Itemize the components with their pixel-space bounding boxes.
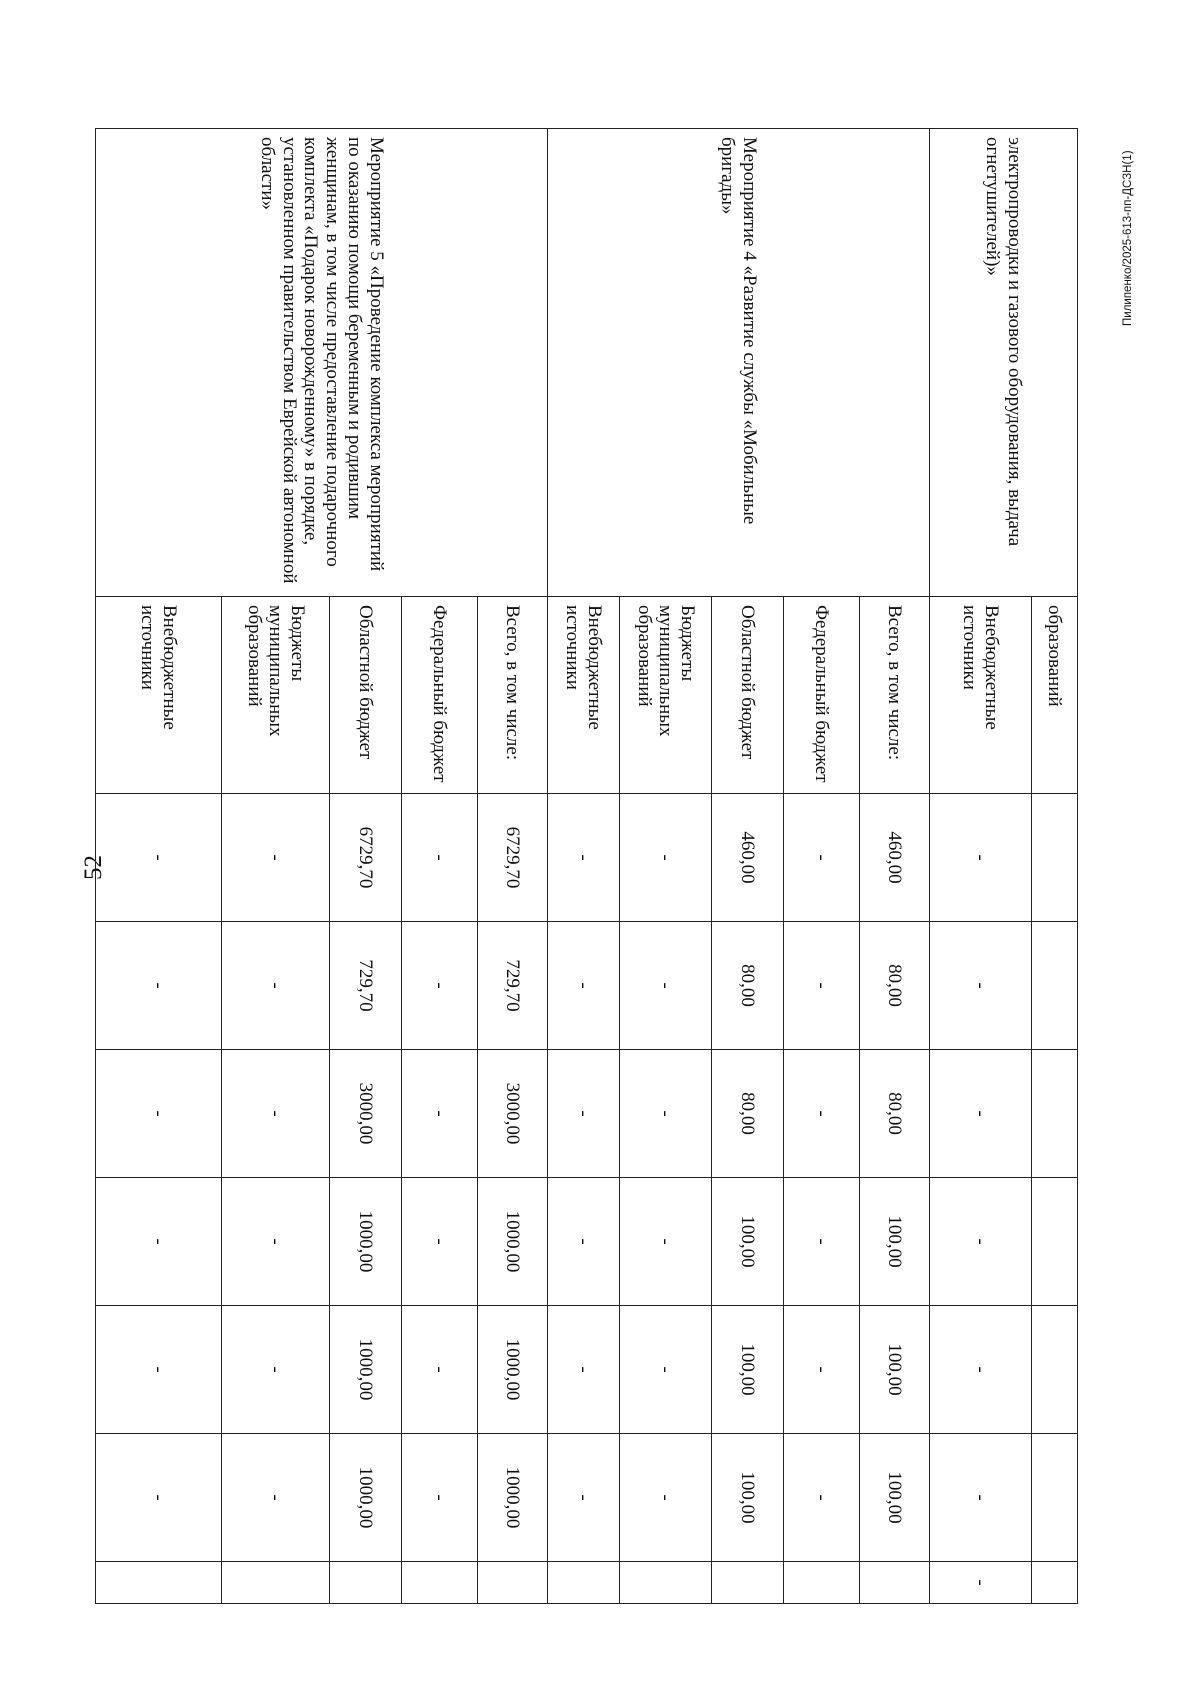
amount-cell: -	[222, 794, 330, 922]
amount-cell	[1032, 1434, 1078, 1562]
amount-cell: -	[620, 1178, 712, 1306]
amount-cell: -	[402, 1178, 478, 1306]
funding-source: Бюджеты муниципальных образований	[222, 597, 330, 794]
amount-cell: -	[548, 1178, 620, 1306]
amount-cell: -	[96, 1306, 222, 1434]
amount-cell: -	[548, 1306, 620, 1434]
amount-cell: 729,70	[478, 922, 548, 1050]
amount-cell: -	[548, 922, 620, 1050]
amount-cell: 1000,00	[478, 1306, 548, 1434]
funding-source: Областной бюджет	[712, 597, 784, 794]
amount-cell: 1000,00	[478, 1178, 548, 1306]
amount-cell: -	[784, 1178, 860, 1306]
amount-cell: -	[96, 1050, 222, 1178]
amount-cell: -	[620, 794, 712, 922]
funding-source: образований	[1032, 597, 1078, 794]
amount-cell	[96, 1562, 222, 1604]
amount-cell: -	[930, 1562, 1032, 1604]
table-row	[478, 129, 548, 1604]
table-body	[96, 129, 1078, 1604]
amount-cell: -	[930, 1434, 1032, 1562]
amount-cell: -	[96, 922, 222, 1050]
funding-source: Всего, в том числе:	[860, 597, 930, 794]
amount-cell: -	[930, 1178, 1032, 1306]
amount-cell	[712, 1562, 784, 1604]
activity-description: электропроводки и газового оборудования, выдача огнетушителей)»	[930, 129, 1078, 597]
amount-cell: -	[784, 1434, 860, 1562]
amount-cell: -	[548, 794, 620, 922]
amount-cell	[1032, 1050, 1078, 1178]
activity-description: Мероприятие 4 «Развитие службы «Мобильные бригады»	[548, 129, 930, 597]
amount-cell: -	[548, 1434, 620, 1562]
table-row	[860, 129, 930, 1604]
amount-cell: -	[96, 794, 222, 922]
amount-cell	[548, 1562, 620, 1604]
amount-cell: -	[784, 922, 860, 1050]
amount-cell: -	[402, 1434, 478, 1562]
budget-table	[95, 128, 1078, 1604]
funding-source: Федеральный бюджет	[402, 597, 478, 794]
amount-cell	[1032, 922, 1078, 1050]
amount-cell: -	[784, 1050, 860, 1178]
funding-source: Внебюджетные источники	[930, 597, 1032, 794]
amount-cell: -	[402, 794, 478, 922]
amount-cell: 3000,00	[330, 1050, 402, 1178]
funding-source: Федеральный бюджет	[784, 597, 860, 794]
amount-cell: -	[930, 794, 1032, 922]
amount-cell: 6729,70	[330, 794, 402, 922]
amount-cell	[402, 1562, 478, 1604]
amount-cell: -	[930, 1306, 1032, 1434]
amount-cell	[620, 1562, 712, 1604]
amount-cell	[784, 1562, 860, 1604]
amount-cell: -	[222, 922, 330, 1050]
funding-source: Внебюджетные источники	[96, 597, 222, 794]
funding-source: Областной бюджет	[330, 597, 402, 794]
amount-cell: 100,00	[860, 1178, 930, 1306]
amount-cell: -	[402, 1050, 478, 1178]
amount-cell: 80,00	[712, 1050, 784, 1178]
amount-cell: 100,00	[712, 1178, 784, 1306]
amount-cell	[1032, 794, 1078, 922]
amount-cell: 6729,70	[478, 794, 548, 922]
amount-cell	[860, 1562, 930, 1604]
amount-cell: -	[620, 922, 712, 1050]
page-number: 52	[80, 855, 107, 881]
amount-cell: 460,00	[860, 794, 930, 922]
amount-cell	[478, 1562, 548, 1604]
amount-cell	[1032, 1178, 1078, 1306]
amount-cell: 80,00	[860, 1050, 930, 1178]
amount-cell: 80,00	[860, 922, 930, 1050]
amount-cell: 100,00	[860, 1306, 930, 1434]
funding-source: Бюджеты муниципальных образований	[620, 597, 712, 794]
amount-cell: 460,00	[712, 794, 784, 922]
amount-cell: 100,00	[712, 1434, 784, 1562]
amount-cell	[330, 1562, 402, 1604]
amount-cell: -	[930, 1050, 1032, 1178]
amount-cell: -	[548, 1050, 620, 1178]
rotated-table-wrapper	[137, 128, 1078, 1603]
amount-cell: -	[96, 1178, 222, 1306]
amount-cell: 100,00	[712, 1306, 784, 1434]
funding-source: Всего, в том числе:	[478, 597, 548, 794]
amount-cell: -	[96, 1434, 222, 1562]
amount-cell: -	[402, 1306, 478, 1434]
amount-cell: -	[222, 1178, 330, 1306]
amount-cell: -	[930, 922, 1032, 1050]
activity-description: Мероприятие 5 «Проведение комплекса мероприятий по оказанию помощи беременным и родившим женщинам, в том числе предоставление подарочного комплекта «Подарок новорожденному» в порядке, установленном правительством Еврейской автономной области»	[96, 129, 548, 597]
table-row	[1032, 129, 1078, 1604]
amount-cell: 1000,00	[330, 1178, 402, 1306]
amount-cell: 100,00	[860, 1434, 930, 1562]
amount-cell: -	[402, 922, 478, 1050]
amount-cell: 1000,00	[330, 1434, 402, 1562]
amount-cell: -	[784, 794, 860, 922]
funding-source: Внебюджетные источники	[548, 597, 620, 794]
amount-cell: -	[620, 1306, 712, 1434]
amount-cell: 1000,00	[330, 1306, 402, 1434]
amount-cell: -	[222, 1434, 330, 1562]
amount-cell: 80,00	[712, 922, 784, 1050]
amount-cell	[222, 1562, 330, 1604]
amount-cell: 3000,00	[478, 1050, 548, 1178]
amount-cell: -	[222, 1050, 330, 1178]
amount-cell	[1032, 1306, 1078, 1434]
amount-cell: 1000,00	[478, 1434, 548, 1562]
document-stamp: Пилипенко/2025-613-пп-ДСЗН(1)	[1122, 150, 1134, 326]
amount-cell: 729,70	[330, 922, 402, 1050]
amount-cell: -	[620, 1434, 712, 1562]
amount-cell	[1032, 1562, 1078, 1604]
amount-cell: -	[222, 1306, 330, 1434]
amount-cell: -	[784, 1306, 860, 1434]
amount-cell: -	[620, 1050, 712, 1178]
